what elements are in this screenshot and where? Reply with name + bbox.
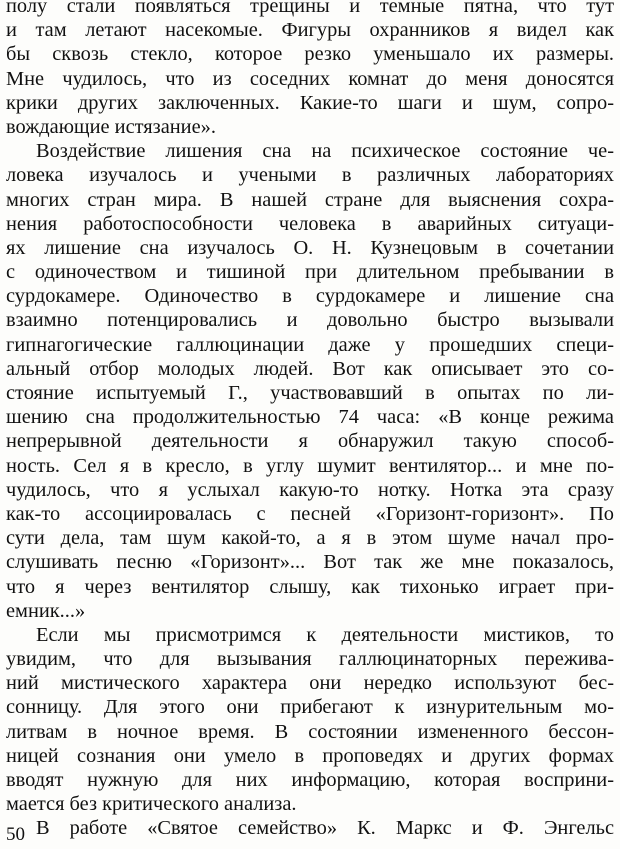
text-line: и там летают насекомые. Фигуры охранников я видел как [6,19,614,42]
text-line: ях лишение сна изучалось О. Н. Кузнецовым в сочетании [6,236,614,259]
text-line: ность. Сел я в кресло, в углу шумит вентилятор... и мне по- [6,454,614,477]
text-line: бы сквозь стекло, которое резко уменьшало их размеры. [6,43,614,66]
text-line: ний мистического характера они нередко используют бес- [6,672,614,695]
text-line: емник...» [6,599,86,622]
page-number: 50 [6,824,25,845]
text-line: ницей сознания они умело в проповедях и других формах [6,744,614,767]
text-line: литвам в ночное время. В состоянии измененного бессон- [6,720,614,743]
text-line: многих стран мира. В нашей стране для выяснения сохра- [6,188,614,211]
text-line: шению сна продолжительностью 74 часа: «В конце режима [6,406,614,429]
text-line: гипнагогические галлюцинации даже у прошедших специ- [6,333,614,356]
text-line: чудилось, что я услыхал какую-то нотку. Нотка эта сразу [6,478,614,501]
body-text [6,0,614,841]
text-line: Если мы присмотримся к деятельности мистиков, то [36,623,614,646]
text-line: сути дела, там шум какой-то, а я в этом шуме начал про- [6,527,614,550]
text-line: ловека изучалось и учеными в различных лабораториях [6,164,614,187]
text-line: как-то ассоциировалась с песней «Горизонт-горизонт». По [6,502,614,525]
text-line: В работе «Святое семейство» К. Маркс и Ф. Энгельс [36,817,614,840]
text-line: что я через вентилятор слышу, как тихонько играет при- [6,575,614,598]
text-line: полу стали появляться трещины и темные пятна, что тут [6,0,614,17]
text-line: увидим, что для вызывания галлюцинаторных пережива- [6,648,614,671]
text-line: с одиночеством и тишиной при длительном пребывании в [6,261,614,284]
text-line: вождающие истязание». [6,115,216,138]
text-line: стояние испытуемый Г., участвовавший в опытах по ли- [6,382,614,404]
text-line: непрерывной деятельности я обнаружил такую способ- [6,430,614,453]
text-line: мается без критического анализа. [6,793,297,816]
text-line: Воздействие лишения сна на психическое состояние че- [36,140,614,163]
text-line: альный отбор молодых людей. Вот как описывает это со- [6,357,614,380]
text-line: сурдокамере. Одиночество в сурдокамере и лишение сна [6,285,614,308]
text-line: Мне чудилось, что из соседних комнат до меня доносятся [6,67,614,90]
text-line: крики других заключенных. Какие-то шаги и шум, сопро- [6,91,614,114]
text-line: вводят нужную для них информацию, которая восприни- [6,769,614,791]
text-line: взаимно потенцировались и довольно быстро вызывали [6,309,614,332]
text-line: сонницу. Для этого они прибегают к изнурительным мо- [6,696,614,719]
text-line: слушивать песню «Горизонт»... Вот так же мне показалось, [6,551,614,574]
text-line: нения работоспособности человека в аварийных ситуаци- [6,212,614,235]
